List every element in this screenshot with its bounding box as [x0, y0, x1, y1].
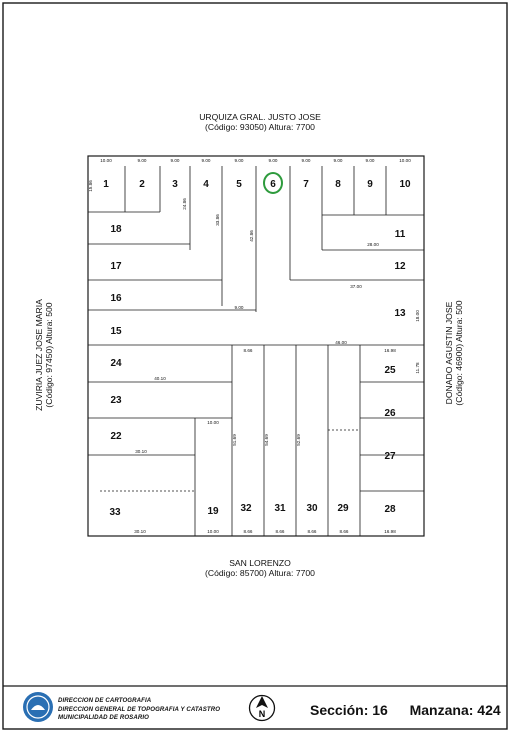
dim-bottom-4: 8.66: [275, 529, 285, 534]
dim-top-3: 9.00: [170, 158, 180, 163]
dim-inner-37-00: 37.00: [350, 284, 362, 289]
dim-top-2: 9.00: [137, 158, 147, 163]
lot-6[interactable]: 6: [270, 179, 276, 190]
dim-bottom-6: 8.66: [339, 529, 349, 534]
lot-32[interactable]: 32: [240, 503, 252, 514]
street-west-info: (Código: 97450) Altura: 500: [44, 302, 54, 408]
dim-inner-15-86: 15.86: [88, 180, 93, 192]
lot-28[interactable]: 28: [384, 504, 396, 515]
dim-inner-24-86: 24.86: [182, 198, 187, 210]
north-arrow-icon: [248, 694, 276, 722]
dim-inner-8-66: 8.66: [243, 348, 253, 353]
lot-numbers: [103, 179, 411, 518]
dim-top-9: 9.00: [365, 158, 375, 163]
org-line-1: DIRECCION DE CARTOGRAFIA: [58, 697, 152, 704]
lot-24[interactable]: 24: [110, 358, 122, 369]
street-north-info: (Código: 93050) Altura: 7700: [205, 122, 315, 132]
dim-top-6: 9.00: [268, 158, 278, 163]
lot-29[interactable]: 29: [337, 503, 349, 514]
lot-lines: [88, 156, 424, 536]
lot-12[interactable]: 12: [394, 261, 406, 272]
lot-33[interactable]: 33: [109, 507, 121, 518]
dim-inner-30-10: 30.10: [135, 449, 147, 454]
dim-inner-42-86: 42.86: [249, 230, 254, 242]
dim-bottom-5: 8.66: [307, 529, 317, 534]
lot-19[interactable]: 19: [207, 506, 219, 517]
lot-30[interactable]: 30: [306, 503, 318, 514]
dim-inner-46-00: 46.00: [335, 340, 347, 345]
dim-inner-9-00: 9.00: [234, 305, 244, 310]
dim-top-5: 9.00: [234, 158, 244, 163]
lot-31[interactable]: 31: [274, 503, 286, 514]
lot-13[interactable]: 13: [394, 308, 406, 319]
dim-inner-11-78: 11.78: [415, 362, 420, 374]
lot-1[interactable]: 1: [103, 179, 109, 190]
dim-top-4: 9.00: [201, 158, 211, 163]
municipal-seal-icon: [22, 691, 54, 723]
street-east-name: DONADO AGUSTIN JOSE: [444, 301, 454, 405]
lot-5[interactable]: 5: [236, 179, 242, 190]
street-south-name: SAN LORENZO: [229, 558, 291, 568]
dim-bottom-7: 16.98: [384, 529, 396, 534]
lot-8[interactable]: 8: [335, 179, 341, 190]
block-label: Manzana: 424: [409, 702, 501, 718]
lot-25[interactable]: 25: [384, 365, 396, 376]
dimension-labels: [88, 158, 420, 534]
dim-inner-18-00: 18.00: [415, 310, 420, 322]
dim-bottom-3: 8.66: [243, 529, 253, 534]
street-north-name: URQUIZA GRAL. JUSTO JOSE: [199, 112, 321, 122]
lot-9[interactable]: 9: [367, 179, 373, 190]
dim-inner-52-69: 52.69: [296, 434, 301, 446]
title-block: [12, 684, 501, 728]
lot-10[interactable]: 10: [399, 179, 411, 190]
lot-17[interactable]: 17: [110, 261, 122, 272]
lot-23[interactable]: 23: [110, 395, 122, 406]
dim-inner-51-69: 51.69: [232, 434, 237, 446]
north-symbol: N: [258, 709, 266, 719]
dim-top-10: 10.00: [399, 158, 411, 163]
lot-22[interactable]: 22: [110, 431, 122, 442]
org-line-2: DIRECCION GENERAL DE TOPOGRAFIA Y CATASTRO: [58, 705, 221, 713]
dim-inner-10-00: 10.00: [207, 420, 219, 425]
dim-top-8: 9.00: [333, 158, 343, 163]
lot-27[interactable]: 27: [384, 451, 396, 462]
dim-inner-16-98: 16.98: [384, 348, 396, 353]
street-east-info: (Código: 46900) Altura: 500: [454, 300, 464, 406]
section-block-labels: [310, 702, 501, 718]
dim-top-7: 9.00: [301, 158, 311, 163]
dim-inner-33-86: 33.86: [215, 214, 220, 226]
section-label: Sección: 16: [310, 702, 388, 718]
dim-top-1: 10.00: [100, 158, 112, 163]
organization-lines: [58, 697, 220, 723]
lot-3[interactable]: 3: [172, 179, 178, 190]
dim-inner-28-00: 28.00: [367, 242, 379, 247]
lot-11[interactable]: 11: [394, 229, 406, 240]
lot-18[interactable]: 18: [110, 224, 122, 235]
street-west-name: ZUVIRIA JUEZ JOSE MARIA: [34, 299, 44, 411]
lot-15[interactable]: 15: [110, 326, 122, 337]
street-south-info: (Código: 85700) Altura: 7700: [205, 568, 315, 578]
lot-4[interactable]: 4: [203, 179, 209, 190]
lot-16[interactable]: 16: [110, 293, 122, 304]
dim-bottom-2: 10.00: [207, 529, 219, 534]
lot-2[interactable]: 2: [139, 179, 145, 190]
dim-inner-54-69: 54.69: [264, 434, 269, 446]
dim-bottom-1: 30.10: [134, 529, 146, 534]
lot-7[interactable]: 7: [303, 179, 309, 190]
org-line-3: MUNICIPALIDAD DE ROSARIO: [58, 714, 149, 721]
lot-26[interactable]: 26: [384, 408, 396, 419]
dim-inner-40-10: 40.10: [154, 376, 166, 381]
